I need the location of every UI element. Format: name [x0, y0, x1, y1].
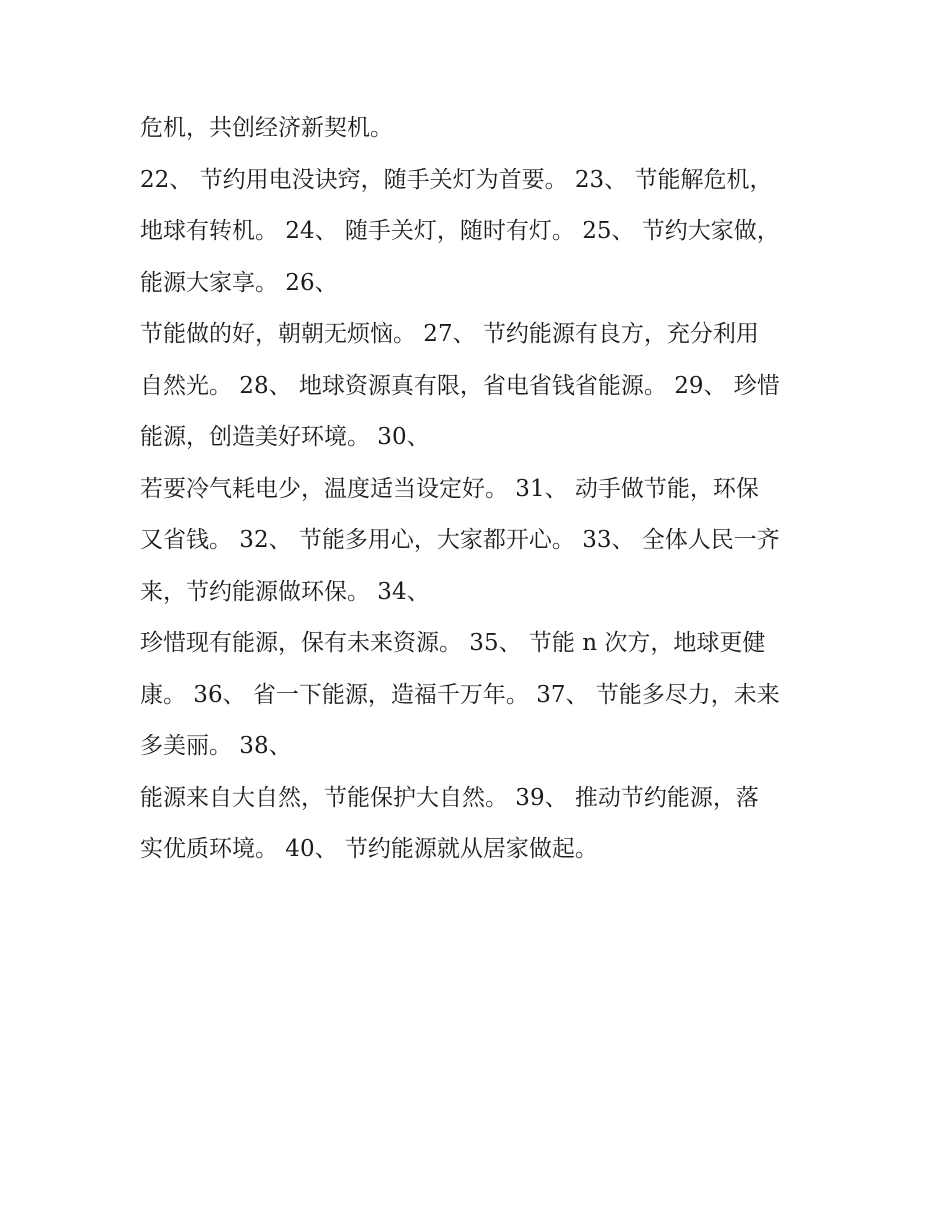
text-line: 能源来自大自然，节能保护大自然。 39、 推动节约能源，落: [140, 784, 759, 811]
text-line: 若要冷气耗电少，温度适当设定好。 31、 动手做节能，环保: [140, 475, 759, 502]
text-line: 能源大家享。 26、: [140, 269, 338, 296]
text-line: 康。 36、 省一下能源，造福千万年。 37、 节能多尽力，未来: [140, 681, 780, 708]
slogan-text-block: [140, 103, 840, 876]
text-line: 自然光。 28、 地球资源真有限，省电省钱省能源。 29、 珍惜: [140, 372, 780, 399]
text-line: 地球有转机。 24、 随手关灯，随时有灯。 25、 节约大家做，: [140, 218, 780, 244]
text-line: 珍惜现有能源，保有未来资源。 35、 节能 n 次方，地球更健: [140, 630, 766, 656]
text-line: 能源，创造美好环境。 30、: [140, 424, 430, 450]
text-line: 又省钱。 32、 节能多用心，大家都开心。 33、 全体人民一齐: [140, 527, 780, 553]
text-line: 22、 节约用电没诀窍，随手关灯为首要。 23、 节能解危机，: [140, 166, 773, 193]
text-line: 节能做的好，朝朝无烦恼。 27、 节约能源有良方，充分利用: [140, 321, 759, 347]
text-line: 实优质环境。 40、 节约能源就从居家做起。: [140, 836, 598, 862]
text-line: 来，节约能源做环保。 34、: [140, 578, 430, 605]
text-line: 危机，共创经济新契机。: [140, 115, 393, 141]
text-line: 多美丽。 38、: [140, 733, 292, 759]
